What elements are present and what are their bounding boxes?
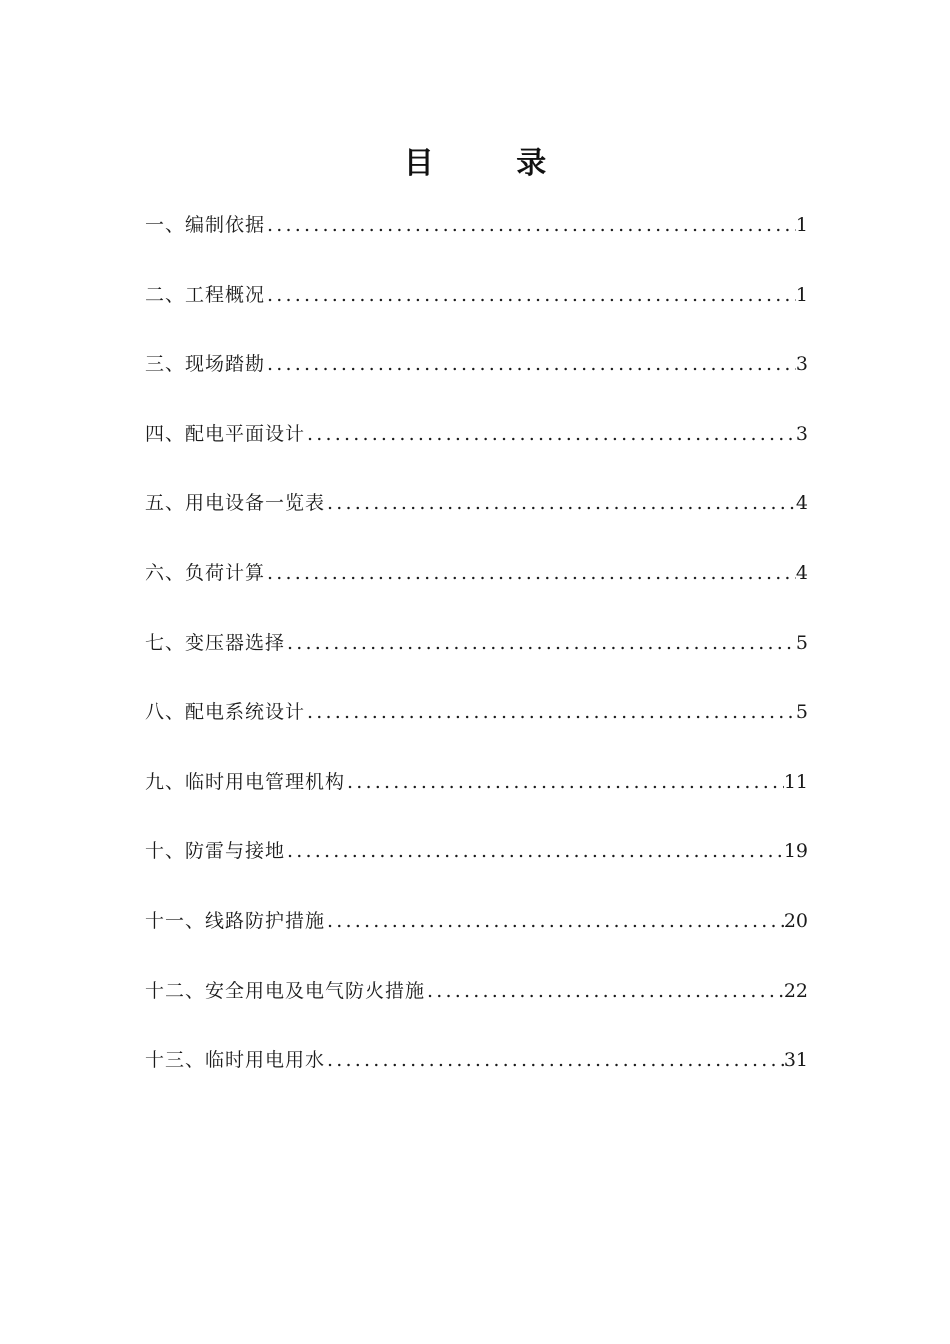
toc-entry-label: 八、配电系统设计 [145, 701, 306, 724]
toc-page-number: 4 [795, 492, 808, 515]
toc-entry[interactable] [145, 344, 808, 414]
toc-dot-leader [345, 762, 784, 802]
toc-entry-label: 六、负荷计算 [145, 561, 266, 584]
toc-page-number: 22 [783, 979, 808, 1002]
toc-entry-label: 十、防雷与接地 [145, 840, 286, 863]
toc-page-number: 3 [795, 422, 808, 445]
toc-entry[interactable] [145, 275, 808, 345]
toc-entry-label: 十一、线路防护措施 [145, 909, 326, 932]
toc-page-number: 4 [795, 561, 808, 584]
toc-dot-leader [325, 1040, 784, 1080]
toc-dot-leader [325, 901, 784, 941]
toc-title: 目 录 [403, 146, 583, 181]
toc-dot-leader [285, 623, 796, 663]
toc-dot-leader [305, 414, 796, 454]
toc-entry[interactable] [145, 762, 808, 832]
toc-entry-label: 二、工程概况 [145, 283, 266, 306]
toc-entry[interactable] [145, 692, 808, 762]
toc-page-number: 20 [783, 909, 808, 932]
toc-page-number: 1 [795, 283, 808, 306]
toc-page-number: 11 [783, 770, 808, 793]
toc-page-number: 31 [783, 1049, 808, 1072]
toc-entry-label: 十二、安全用电及电气防火措施 [145, 979, 426, 1002]
toc-dot-leader [265, 553, 796, 593]
toc-page-number: 19 [783, 840, 808, 863]
toc-dot-leader [265, 205, 796, 245]
toc-dot-leader [285, 831, 784, 871]
toc-entry-label: 十三、临时用电用水 [145, 1049, 326, 1072]
toc-page-number: 3 [795, 353, 808, 376]
toc-entry-label: 七、变压器选择 [145, 631, 286, 654]
toc-entry[interactable] [145, 901, 808, 971]
toc-page-number: 5 [795, 701, 808, 724]
toc-entry-label: 三、现场踏勘 [145, 353, 266, 376]
toc-entry[interactable] [145, 623, 808, 693]
toc-dot-leader [265, 275, 796, 315]
toc-dot-leader [425, 971, 784, 1011]
toc-entry[interactable] [145, 971, 808, 1041]
toc-entry[interactable] [145, 553, 808, 623]
toc-entry-label: 九、临时用电管理机构 [145, 770, 346, 793]
toc-dot-leader [305, 692, 796, 732]
toc-dot-leader [265, 344, 796, 384]
toc-entry[interactable] [145, 414, 808, 484]
toc-entry-label: 四、配电平面设计 [145, 422, 306, 445]
toc-entry[interactable] [145, 483, 808, 553]
toc-entry-label: 一、编制依据 [145, 214, 266, 236]
toc-entry[interactable] [145, 1040, 808, 1110]
toc-page-number: 5 [795, 631, 808, 654]
toc-page-number: 1 [795, 214, 808, 236]
table-of-contents [145, 205, 808, 1110]
toc-entry-label: 五、用电设备一览表 [145, 492, 326, 515]
toc-entry[interactable] [145, 831, 808, 901]
toc-entry[interactable] [145, 205, 808, 275]
toc-dot-leader [325, 483, 796, 523]
